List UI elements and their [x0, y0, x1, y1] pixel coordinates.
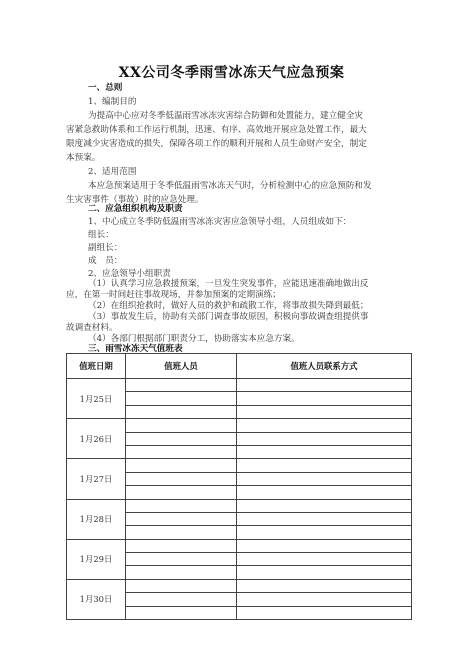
paragraph-line: 为提高中心应对冬季低温雨雪冰冻灾害综合防御和处置能力，建立健全灾: [88, 111, 364, 121]
staff-cell: [126, 392, 237, 405]
contact-cell: [237, 405, 412, 418]
duty-date-cell: 1月26日: [67, 419, 126, 459]
staff-cell: [126, 593, 237, 606]
paragraph-line: 组长：: [88, 230, 114, 240]
contact-cell: [237, 539, 412, 552]
col-header-contact: 值班人员联系方式: [237, 354, 412, 379]
paragraph-line: 1、中心成立冬季防低温雨雪冰冻灾害应急领导小组，人员组成如下：: [88, 217, 352, 227]
paragraph-line: 故调查材料。: [66, 323, 118, 333]
contact-cell: [237, 392, 412, 405]
section-heading: 一、总则: [88, 83, 123, 93]
staff-cell: [126, 472, 237, 485]
duty-date-cell: 1月25日: [67, 379, 126, 419]
staff-cell: [126, 432, 237, 445]
table-row: [67, 499, 412, 512]
staff-cell: [126, 526, 237, 539]
col-header-date: 值班日期: [67, 354, 126, 379]
staff-cell: [126, 445, 237, 458]
staff-cell: [126, 606, 237, 619]
staff-cell: [126, 379, 237, 392]
paragraph-line: 本预案。: [66, 153, 101, 163]
contact-cell: [237, 445, 412, 458]
paragraph-line: （3）事故发生后，协助有关部门调查事故原因，积极向事故调查组提供事: [88, 312, 369, 322]
paragraph-line: （2）在组织抢救时，做好人员的救护和疏散工作，将事故损失降到最低；: [88, 301, 369, 311]
table-row: [67, 459, 412, 472]
staff-cell: [126, 566, 237, 579]
paragraph-line: 成 员：: [88, 256, 123, 266]
contact-cell: [237, 472, 412, 485]
contact-cell: [237, 579, 412, 592]
paragraph-line: 2、应急领导小组职责: [88, 269, 171, 279]
paragraph-line: 本应急预案适用于冬季低温雨雪冰冻天气时，分析检测中心的应急预防和发: [88, 181, 372, 191]
table-row: [67, 579, 412, 592]
paragraph-line: 副组长：: [88, 243, 123, 253]
contact-cell: [237, 419, 412, 432]
table-header-row: [67, 354, 412, 379]
contact-cell: [237, 512, 412, 525]
duty-date-cell: 1月27日: [67, 459, 126, 499]
document-title: XX公司冬季雨雪冰冻天气应急预案: [118, 65, 345, 81]
staff-cell: [126, 499, 237, 512]
paragraph-line: 生灾害事件（事故）时的应急处理。: [66, 195, 204, 205]
staff-cell: [126, 486, 237, 499]
staff-cell: [126, 539, 237, 552]
paragraph-line: 害紧急救助体系和工作运行机制，迅速、有序、高效地开展应急处置工作，最大: [66, 125, 367, 135]
contact-cell: [237, 486, 412, 499]
contact-cell: [237, 526, 412, 539]
paragraph-line: 应，在第一时间赶往事故现场，并参加预案的定期演练；: [66, 290, 281, 300]
col-header-staff: 值班人员: [126, 354, 237, 379]
table-row: [67, 539, 412, 552]
table-row: [67, 379, 412, 392]
contact-cell: [237, 593, 412, 606]
duty-roster-table: [66, 353, 412, 620]
paragraph-line: （4）各部门根据部门职责分工，协助落实本应急方案。: [88, 334, 300, 344]
paragraph-line: （1）认真学习应急救援预案，一旦发生突发事件，应能迅速准确地做出反: [88, 279, 369, 289]
staff-cell: [126, 512, 237, 525]
contact-cell: [237, 606, 412, 619]
staff-cell: [126, 553, 237, 566]
table-row: [67, 419, 412, 432]
section-3-heading: 三、雨雪冰冻天气值班表: [88, 344, 183, 354]
contact-cell: [237, 566, 412, 579]
staff-cell: [126, 579, 237, 592]
contact-cell: [237, 553, 412, 566]
contact-cell: [237, 432, 412, 445]
contact-cell: [237, 459, 412, 472]
paragraph-line: 限度减少灾害造成的损失，保障各项工作的顺利开展和人员生命财产安全，制定: [66, 139, 367, 149]
paragraph-line: 1、编制目的: [88, 97, 137, 107]
duty-date-cell: 1月30日: [67, 579, 126, 619]
staff-cell: [126, 459, 237, 472]
duty-date-cell: 1月29日: [67, 539, 126, 579]
contact-cell: [237, 379, 412, 392]
paragraph-line: 2、适用范围: [88, 167, 137, 177]
staff-cell: [126, 405, 237, 418]
staff-cell: [126, 419, 237, 432]
contact-cell: [237, 499, 412, 512]
duty-date-cell: 1月28日: [67, 499, 126, 539]
section-heading: 二、应急组织机构及职责: [88, 204, 183, 214]
